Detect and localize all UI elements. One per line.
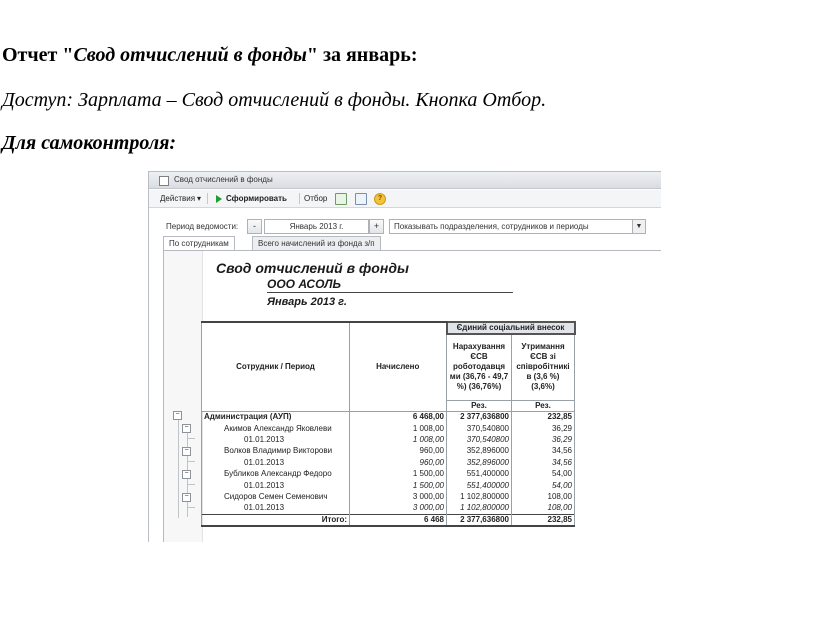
cell-withhold: 108,00 <box>512 491 575 503</box>
tree-line <box>187 484 195 485</box>
period-row[interactable] <box>202 457 575 468</box>
tab-by-employees[interactable]: По сотрудникам <box>163 236 235 251</box>
cell-employer: 370,540800 <box>447 434 512 445</box>
toolbar <box>149 190 661 208</box>
report-window <box>148 171 661 542</box>
cell-withhold: 54,00 <box>512 480 575 491</box>
employee-row[interactable] <box>202 491 575 503</box>
total-label: Итого: <box>202 514 350 526</box>
cell-withhold: 36,29 <box>512 423 575 434</box>
tree-line <box>187 438 195 439</box>
period-date: 01.01.2013 <box>202 503 350 514</box>
group-withhold: 232,85 <box>512 411 575 423</box>
collapse-icon[interactable]: − <box>182 447 191 456</box>
cell-employer: 1 102,800000 <box>447 491 512 503</box>
period-row[interactable] <box>202 503 575 514</box>
total-withhold: 232,85 <box>512 514 575 526</box>
collapse-icon[interactable]: − <box>182 493 191 502</box>
slide-heading: Отчет "Свод отчислений в фонды" за январь: <box>2 44 418 66</box>
group-employer: 2 377,636800 <box>447 411 512 423</box>
total-accrued: 6 468 <box>350 514 447 526</box>
cell-withhold: 34,56 <box>512 457 575 468</box>
period-label: Период ведомости: <box>166 222 239 231</box>
cell-withhold: 34,56 <box>512 445 575 457</box>
cell-accrued: 1 500,00 <box>350 468 447 480</box>
report-period: Январь 2013 г. <box>267 296 347 308</box>
cell-accrued: 1 500,00 <box>350 480 447 491</box>
collapse-icon[interactable]: − <box>173 411 182 420</box>
cell-accrued: 3 000,00 <box>350 503 447 514</box>
total-row <box>202 514 575 526</box>
chevron-down-icon[interactable]: ▾ <box>197 194 202 203</box>
col-res: Рез. <box>512 400 575 411</box>
cell-employer: 352,896000 <box>447 445 512 457</box>
tree-line <box>187 461 195 462</box>
period-field[interactable]: Январь 2013 г. <box>264 219 369 234</box>
settings-icon[interactable] <box>335 193 347 205</box>
cell-withhold: 108,00 <box>512 503 575 514</box>
cell-withhold: 36,29 <box>512 434 575 445</box>
tree-line <box>178 414 179 518</box>
employee-row[interactable] <box>202 445 575 457</box>
employee-row[interactable] <box>202 423 575 434</box>
group-accrued: 6 468,00 <box>350 411 447 423</box>
cell-employer: 352,896000 <box>447 457 512 468</box>
window-titlebar <box>149 172 661 189</box>
self-control-heading: Для самоконтроля: <box>2 132 177 154</box>
window-icon <box>159 176 169 186</box>
tab-total-accruals[interactable]: Всего начислений из фонда з/п <box>252 236 381 250</box>
report-organization: ООО АСОЛЬ <box>267 277 341 291</box>
period-row <box>149 214 661 232</box>
header-row <box>202 322 575 334</box>
cell-accrued: 960,00 <box>350 445 447 457</box>
cell-accrued: 1 008,00 <box>350 423 447 434</box>
cell-accrued: 1 008,00 <box>350 434 447 445</box>
cell-employer: 551,400000 <box>447 468 512 480</box>
employee-name: Сидоров Семен Семенович <box>202 491 350 503</box>
employee-name: Волков Владимир Викторови <box>202 445 350 457</box>
period-date: 01.01.2013 <box>202 480 350 491</box>
toolbar-separator <box>299 193 300 204</box>
report-title: Свод отчислений в фонды <box>216 260 409 276</box>
cell-accrued: 3 000,00 <box>350 491 447 503</box>
col-employee: Сотрудник / Период <box>202 322 350 411</box>
total-employer: 2 377,636800 <box>447 514 512 526</box>
period-row[interactable] <box>202 434 575 445</box>
chevron-down-icon[interactable]: ▼ <box>632 220 645 233</box>
employee-name: Бубликов Александр Федоро <box>202 468 350 480</box>
collapse-icon[interactable]: − <box>182 470 191 479</box>
col-employer-esv: Нарахування ЄСВ роботодавця ми (36,76 - 49,7 %) (36,76%) <box>447 334 512 400</box>
period-date: 01.01.2013 <box>202 434 350 445</box>
collapse-icon[interactable]: − <box>182 424 191 433</box>
display-option-value: Показывать подразделения, сотрудников и периоды <box>394 222 589 231</box>
save-icon[interactable] <box>355 193 367 205</box>
help-icon[interactable]: ? <box>374 193 386 205</box>
toolbar-separator <box>207 193 208 204</box>
cell-accrued: 960,00 <box>350 457 447 468</box>
col-withhold-esv: Утримання ЄСВ зі співробітникі в (3,6 %) (3,6%) <box>512 334 575 400</box>
filter-button[interactable]: Отбор <box>304 194 328 203</box>
display-option-select[interactable] <box>389 219 646 234</box>
employee-name: Акимов Александр Яковлеви <box>202 423 350 434</box>
cell-employer: 1 102,800000 <box>447 503 512 514</box>
col-accrued: Начислено <box>350 322 447 411</box>
period-prev-button[interactable]: - <box>247 219 262 234</box>
tree-line <box>187 507 195 508</box>
generate-button[interactable]: Сформировать <box>226 194 287 203</box>
divider <box>267 292 513 293</box>
group-row[interactable] <box>202 411 575 423</box>
cell-withhold: 54,00 <box>512 468 575 480</box>
cell-employer: 551,400000 <box>447 480 512 491</box>
access-path-text: Доступ: Зарплата – Свод отчислений в фонды. Кнопка Отбор. <box>2 89 547 111</box>
col-group-esv: Єдиний соціальний внесок <box>447 322 575 334</box>
actions-menu[interactable]: Действия <box>160 194 196 203</box>
report-table <box>201 321 576 527</box>
group-name: Администрация (АУП) <box>202 411 350 423</box>
period-next-button[interactable]: + <box>369 219 384 234</box>
report-area <box>163 250 661 542</box>
col-res: Рез. <box>447 400 512 411</box>
window-title: Свод отчислений в фонды <box>174 175 273 184</box>
period-date: 01.01.2013 <box>202 457 350 468</box>
employee-row[interactable] <box>202 468 575 480</box>
period-row[interactable] <box>202 480 575 491</box>
cell-employer: 370,540800 <box>447 423 512 434</box>
play-icon[interactable] <box>216 195 222 203</box>
heading-report-name: Свод отчислений в фонды <box>73 44 307 66</box>
